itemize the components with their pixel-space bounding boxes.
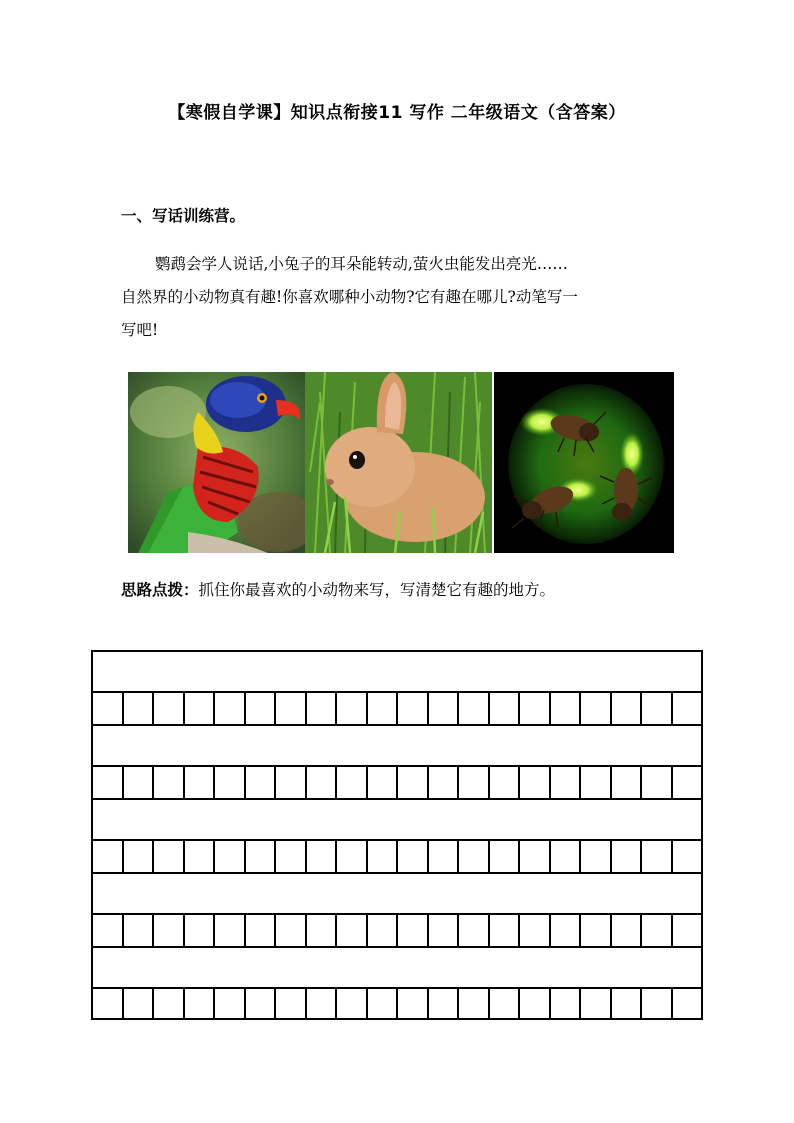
grid-cell[interactable] <box>671 915 702 946</box>
grid-cell[interactable] <box>610 915 641 946</box>
grid-cell[interactable] <box>213 841 244 872</box>
grid-cell[interactable] <box>274 915 305 946</box>
grid-cell[interactable] <box>152 989 183 1018</box>
grid-cell[interactable] <box>366 693 397 724</box>
grid-cell[interactable] <box>335 767 366 798</box>
grid-blank-band <box>91 872 703 913</box>
grid-cell[interactable] <box>518 841 549 872</box>
grid-cell[interactable] <box>396 841 427 872</box>
rabbit-photo <box>305 372 492 553</box>
grid-cell[interactable] <box>671 767 702 798</box>
grid-cell[interactable] <box>93 915 122 946</box>
grid-cell[interactable] <box>335 915 366 946</box>
prompt-line-3: 写吧! <box>121 321 159 339</box>
grid-cell[interactable] <box>457 989 488 1018</box>
grid-cell[interactable] <box>244 841 275 872</box>
grid-cell[interactable] <box>457 915 488 946</box>
grid-cell[interactable] <box>122 767 153 798</box>
animal-pictures <box>128 372 674 553</box>
grid-cell[interactable] <box>671 693 702 724</box>
grid-cell[interactable] <box>152 915 183 946</box>
grid-cell[interactable] <box>457 841 488 872</box>
grid-cell[interactable] <box>427 989 458 1018</box>
grid-cell[interactable] <box>488 693 519 724</box>
grid-blank-band <box>91 798 703 839</box>
hint-text: 抓住你最喜欢的小动物来写，写清楚它有趣的地方。 <box>198 581 556 599</box>
grid-cell[interactable] <box>305 693 336 724</box>
grid-cell[interactable] <box>152 767 183 798</box>
grid-cell[interactable] <box>335 693 366 724</box>
writing-hint <box>121 578 555 600</box>
grid-cell[interactable] <box>427 915 458 946</box>
grid-cell[interactable] <box>549 767 580 798</box>
grid-cell[interactable] <box>183 841 214 872</box>
grid-cell[interactable] <box>122 989 153 1018</box>
grid-cell-row <box>91 839 703 872</box>
grid-cell[interactable] <box>610 841 641 872</box>
grid-cell[interactable] <box>274 989 305 1018</box>
grid-cell[interactable] <box>335 841 366 872</box>
grid-cell[interactable] <box>427 767 458 798</box>
grid-cell[interactable] <box>122 915 153 946</box>
grid-cell[interactable] <box>366 915 397 946</box>
grid-cell[interactable] <box>244 693 275 724</box>
grid-cell[interactable] <box>396 915 427 946</box>
grid-cell[interactable] <box>244 915 275 946</box>
writing-grid[interactable] <box>91 650 703 1020</box>
grid-cell[interactable] <box>366 767 397 798</box>
grid-blank-band <box>91 724 703 765</box>
grid-cell[interactable] <box>671 841 702 872</box>
grid-blank-band <box>91 650 703 691</box>
grid-cell[interactable] <box>457 693 488 724</box>
prompt-line-2: 自然界的小动物真有趣!你喜欢哪种小动物?它有趣在哪儿?动笔写一 <box>121 288 578 306</box>
grid-cell[interactable] <box>579 989 610 1018</box>
grid-cell[interactable] <box>640 915 671 946</box>
grid-cell[interactable] <box>335 989 366 1018</box>
grid-cell[interactable] <box>640 767 671 798</box>
firefly-photo <box>494 372 674 553</box>
grid-cell[interactable] <box>427 841 458 872</box>
grid-cell[interactable] <box>518 915 549 946</box>
grid-cell[interactable] <box>213 693 244 724</box>
grid-cell[interactable] <box>93 693 122 724</box>
hint-label: 思路点拨： <box>121 581 199 599</box>
grid-cell[interactable] <box>396 989 427 1018</box>
grid-cell[interactable] <box>518 767 549 798</box>
grid-cell[interactable] <box>488 841 519 872</box>
grid-cell[interactable] <box>122 693 153 724</box>
grid-cell[interactable] <box>183 989 214 1018</box>
writing-prompt <box>121 248 681 347</box>
grid-cell[interactable] <box>93 989 122 1018</box>
grid-cell[interactable] <box>152 841 183 872</box>
grid-cell[interactable] <box>549 989 580 1018</box>
grid-cell[interactable] <box>457 767 488 798</box>
grid-cell[interactable] <box>579 767 610 798</box>
grid-cell[interactable] <box>213 767 244 798</box>
grid-cell[interactable] <box>122 841 153 872</box>
grid-cell-row <box>91 987 703 1020</box>
grid-cell[interactable] <box>640 693 671 724</box>
grid-cell[interactable] <box>213 989 244 1018</box>
page-title: 【寒假自学课】知识点衔接11 写作 二年级语文（含答案） <box>168 103 626 123</box>
grid-cell[interactable] <box>610 767 641 798</box>
grid-cell[interactable] <box>93 841 122 872</box>
grid-cell[interactable] <box>640 989 671 1018</box>
section-heading: 一、写话训练营。 <box>121 207 246 225</box>
grid-cell[interactable] <box>579 841 610 872</box>
grid-cell[interactable] <box>549 693 580 724</box>
grid-cell[interactable] <box>274 841 305 872</box>
grid-cell[interactable] <box>305 915 336 946</box>
grid-blank-band <box>91 946 703 987</box>
grid-cell[interactable] <box>305 989 336 1018</box>
grid-cell-row <box>91 913 703 946</box>
grid-cell[interactable] <box>549 915 580 946</box>
grid-cell[interactable] <box>671 989 702 1018</box>
grid-cell[interactable] <box>274 693 305 724</box>
grid-cell[interactable] <box>488 915 519 946</box>
grid-cell[interactable] <box>488 989 519 1018</box>
grid-cell[interactable] <box>274 767 305 798</box>
grid-cell[interactable] <box>579 693 610 724</box>
grid-cell[interactable] <box>579 915 610 946</box>
grid-cell[interactable] <box>610 989 641 1018</box>
grid-cell-row <box>91 691 703 724</box>
grid-cell[interactable] <box>244 767 275 798</box>
grid-cell[interactable] <box>488 767 519 798</box>
grid-cell[interactable] <box>183 767 214 798</box>
grid-cell[interactable] <box>305 767 336 798</box>
grid-cell[interactable] <box>427 693 458 724</box>
parrot-photo <box>128 372 305 553</box>
grid-cell[interactable] <box>640 841 671 872</box>
grid-cell[interactable] <box>244 989 275 1018</box>
grid-cell[interactable] <box>213 915 244 946</box>
grid-cell[interactable] <box>518 693 549 724</box>
grid-cell[interactable] <box>93 767 122 798</box>
grid-cell[interactable] <box>610 693 641 724</box>
grid-cell[interactable] <box>305 841 336 872</box>
grid-cell[interactable] <box>183 915 214 946</box>
grid-cell[interactable] <box>518 989 549 1018</box>
grid-cell[interactable] <box>152 693 183 724</box>
grid-cell[interactable] <box>366 841 397 872</box>
grid-cell-row <box>91 765 703 798</box>
grid-cell[interactable] <box>396 767 427 798</box>
grid-cell[interactable] <box>396 693 427 724</box>
grid-cell[interactable] <box>549 841 580 872</box>
grid-cell[interactable] <box>366 989 397 1018</box>
prompt-line-1: 鹦鹉会学人说话,小兔子的耳朵能转动,萤火虫能发出亮光…… <box>155 255 568 273</box>
grid-cell[interactable] <box>183 693 214 724</box>
